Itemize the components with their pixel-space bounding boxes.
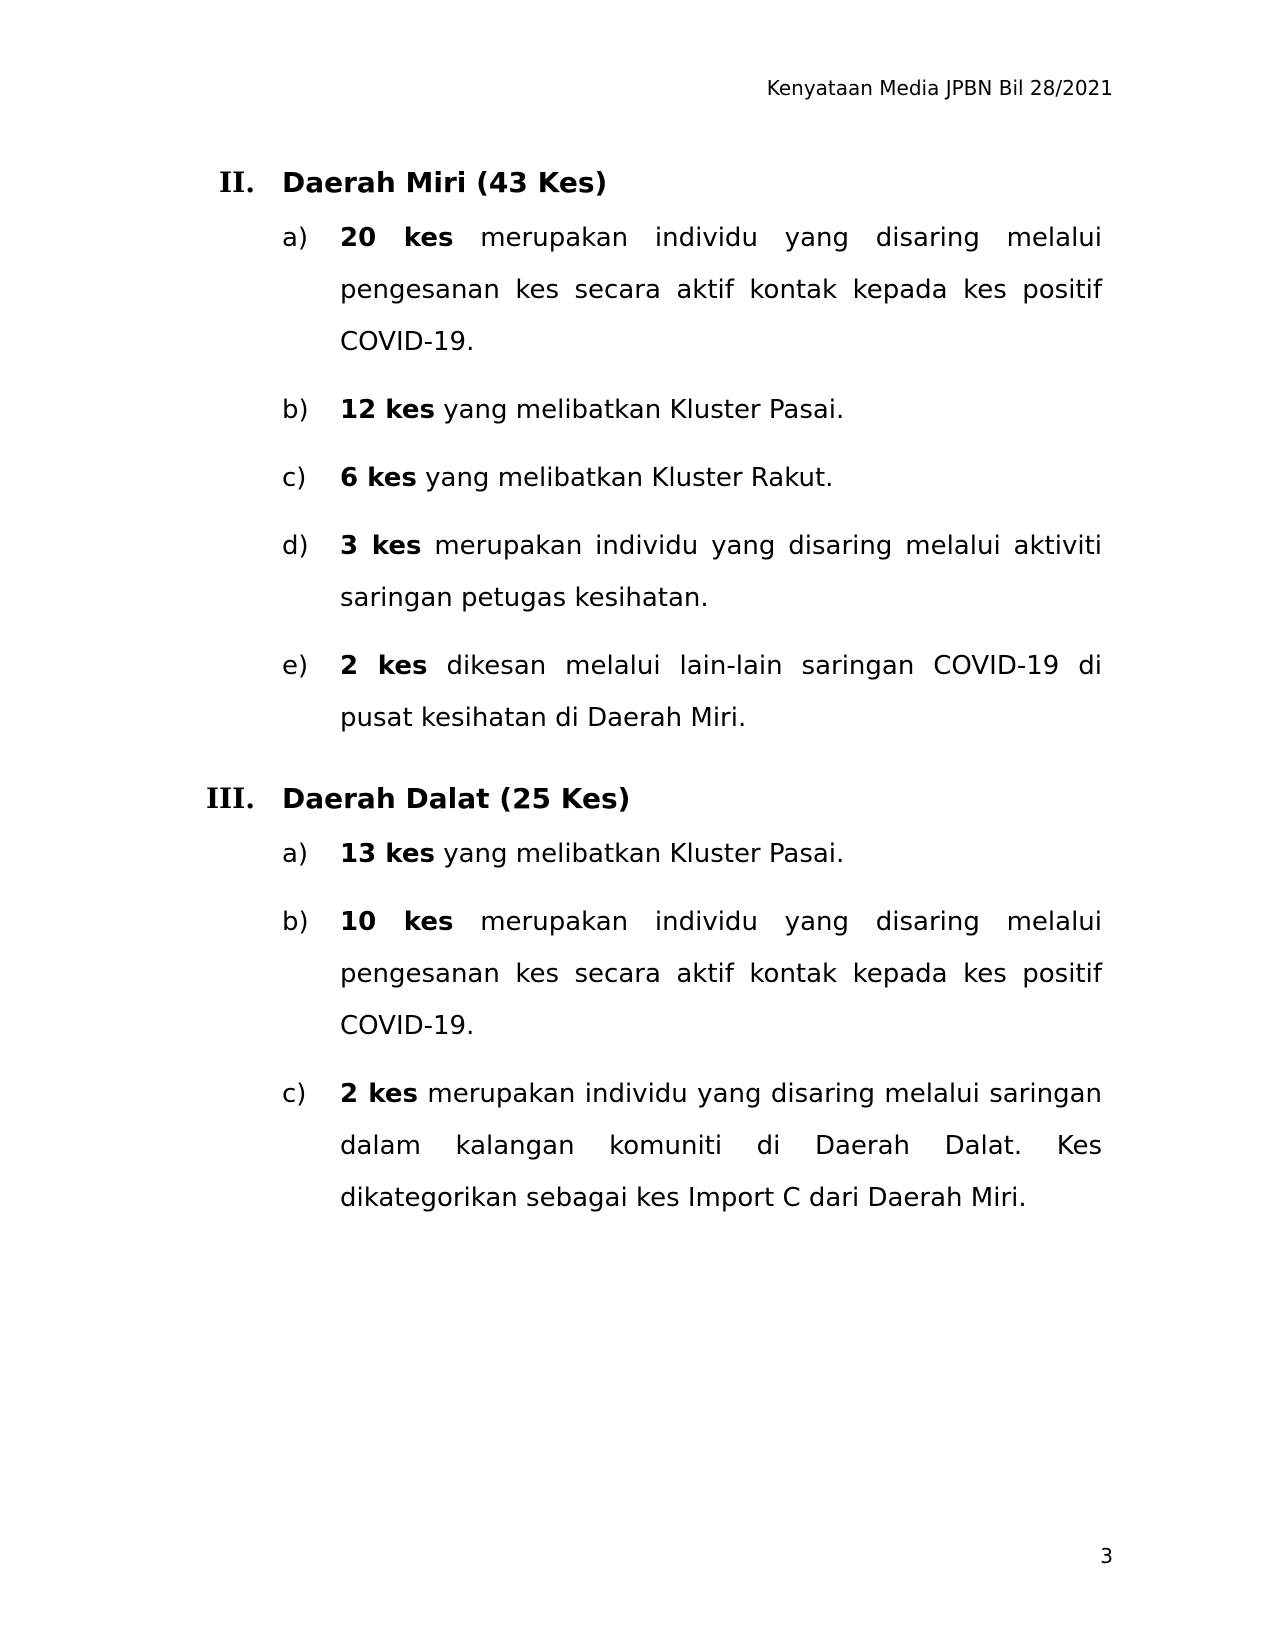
item-label: c): [282, 1079, 307, 1109]
list-item: [0, 640, 1275, 744]
item-count: 6 kes: [340, 463, 417, 493]
item-description: yang melibatkan Kluster Rakut.: [416, 463, 834, 493]
item-label: b): [282, 907, 309, 937]
item-label: a): [282, 223, 309, 253]
item-text: [340, 1068, 1102, 1224]
section-number: III.: [205, 782, 255, 815]
item-text: [340, 520, 1102, 624]
section-daerah-miri: [0, 162, 1275, 760]
item-text: [340, 896, 1102, 1052]
section-title: Daerah Dalat (25 Kes): [282, 782, 631, 815]
section-title: Daerah Miri (43 Kes): [282, 166, 608, 199]
item-text: [340, 640, 1102, 744]
item-count: 13 kes: [340, 839, 435, 869]
list-item: [0, 212, 1275, 368]
section-heading: [0, 162, 1275, 212]
item-count: 3 kes: [340, 531, 422, 561]
item-description: merupakan individu yang disaring melalui pengesanan kes secara aktif kontak kepada kes positif COVID-19.: [340, 907, 1103, 1041]
item-text: [340, 452, 1102, 504]
item-label: b): [282, 395, 309, 425]
item-description: yang melibatkan Kluster Pasai.: [434, 839, 845, 869]
item-text: [340, 384, 1102, 436]
item-label: d): [282, 531, 309, 561]
list-item: [0, 896, 1275, 1052]
item-description: merupakan individu yang disaring melalui saringan dalam kalangan komuniti di Daerah Dalat. Kes dikategorikan sebagai kes Import C dari Daerah Miri.: [340, 1079, 1102, 1213]
item-description: dikesan melalui lain-lain saringan COVID-19 di pusat kesihatan di Daerah Miri.: [340, 651, 1102, 733]
section-number: II.: [219, 166, 255, 199]
item-label: e): [282, 651, 309, 681]
item-text: [340, 828, 1102, 880]
item-count: 2 kes: [340, 651, 428, 681]
item-description: yang melibatkan Kluster Pasai.: [434, 395, 845, 425]
section-heading: [0, 778, 1275, 828]
item-label: a): [282, 839, 309, 869]
item-description: merupakan individu yang disaring melalui aktiviti saringan petugas kesihatan.: [340, 531, 1102, 613]
list-item: [0, 384, 1275, 436]
item-count: 10 kes: [340, 907, 454, 937]
list-item: [0, 828, 1275, 880]
item-count: 12 kes: [340, 395, 435, 425]
list-item: [0, 452, 1275, 504]
section-daerah-dalat: [0, 778, 1275, 1240]
page-number: 3: [1100, 1544, 1113, 1568]
item-count: 2 kes: [340, 1079, 418, 1109]
item-description: merupakan individu yang disaring melalui pengesanan kes secara aktif kontak kepada kes positif COVID-19.: [340, 223, 1103, 357]
item-count: 20 kes: [340, 223, 454, 253]
page-header: Kenyataan Media JPBN Bil 28/2021: [766, 76, 1113, 100]
list-item: [0, 1068, 1275, 1224]
item-text: [340, 212, 1102, 368]
list-item: [0, 520, 1275, 624]
item-label: c): [282, 463, 307, 493]
